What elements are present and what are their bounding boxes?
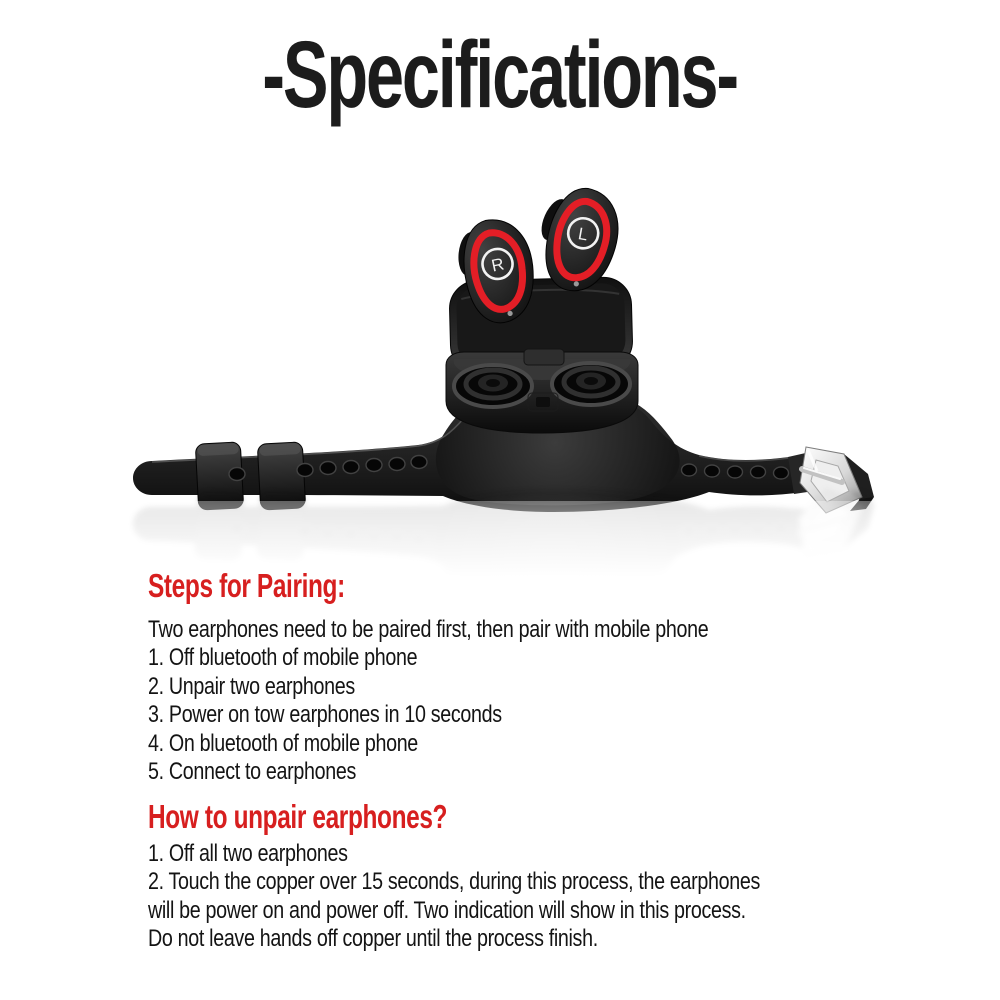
unpair-line: will be power on and power off. Two indication will show in this process.	[148, 896, 746, 924]
earbud-right-label: R	[489, 254, 506, 276]
pairing-heading-row	[148, 568, 908, 604]
pairing-heading: Steps for Pairing:	[148, 567, 345, 604]
pairing-step: 1. Off bluetooth of mobile phone	[148, 644, 418, 672]
case-hinge-latch	[524, 349, 564, 365]
pairing-step: 4. On bluetooth of mobile phone	[148, 729, 418, 757]
unpair-line: Do not leave hands off copper until the process finish.	[148, 925, 598, 953]
earbud-socket-left	[454, 365, 532, 407]
earbud-left-label: L	[576, 224, 590, 245]
unpair-section	[148, 799, 908, 954]
pairing-step: 2. Unpair two earphones	[148, 672, 355, 700]
earbud-socket-right	[552, 363, 630, 405]
unpair-line: 2. Touch the copper over 15 seconds, during this process, the earphones	[148, 868, 760, 896]
pairing-intro: Two earphones need to be paired first, then pair with mobile phone	[148, 616, 709, 643]
pairing-step: 5. Connect to earphones	[148, 758, 356, 786]
product-image	[100, 165, 900, 580]
charging-case-base	[446, 349, 638, 433]
unpair-heading-row	[148, 799, 908, 835]
unpair-line: 1. Off all two earphones	[148, 840, 348, 867]
pairing-step: 3. Power on tow earphones in 10 seconds	[148, 701, 502, 729]
pairing-section	[148, 568, 908, 786]
unpair-heading: How to unpair earphones?	[148, 798, 448, 835]
page-title: -Specifications-	[262, 22, 738, 128]
page-title-row	[0, 22, 1000, 128]
